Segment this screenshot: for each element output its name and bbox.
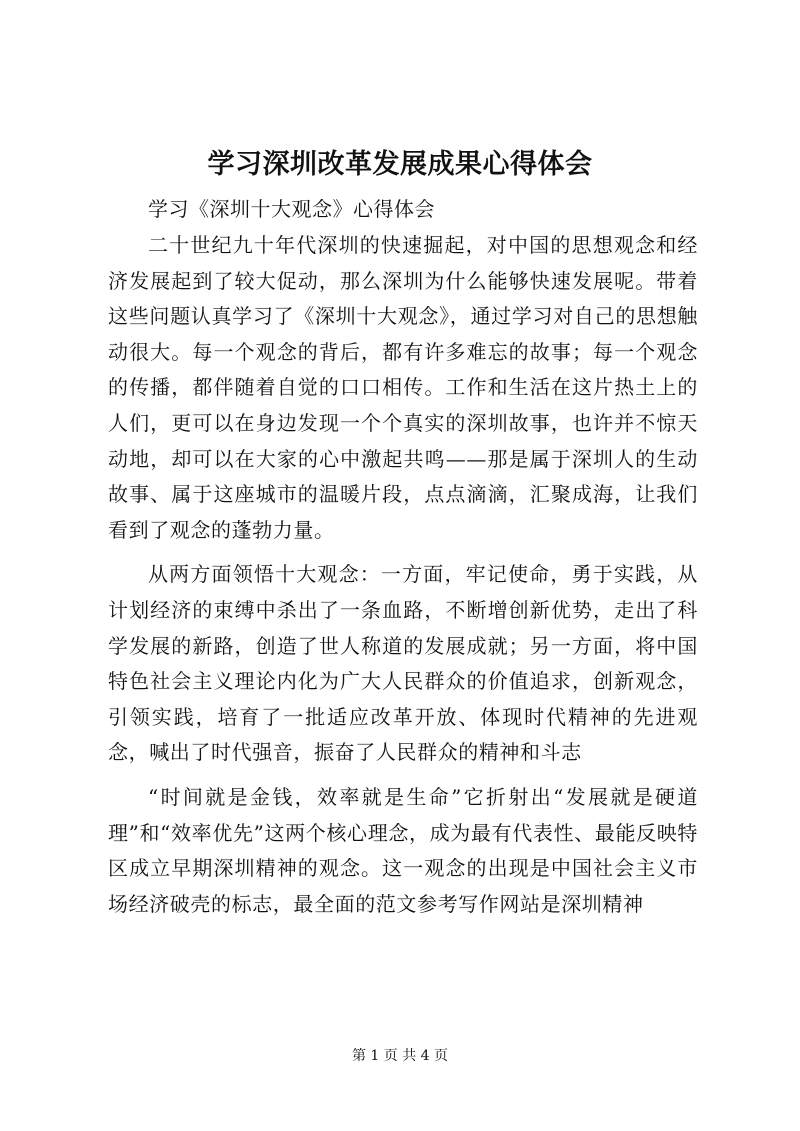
document-subtitle: 学习《深圳十大观念》心得体会 <box>148 197 435 221</box>
paragraph: 从两方面领悟十大观念：一方面，牢记使命，勇于实践，从计划经济的束缚中杀出了一条血路，不断增创新优势，走出了科学发展的新路，创造了世人称道的发展成就；另一方面，将中国特色社会主义理论内化为广大人民群众的价值追求，创新观念，引领实践，培育了一批适应改革开放、体现时代精神的先进观念，喊出了时代强音，振奋了人民群众的精神和斗志 <box>108 562 698 765</box>
document-title: 学习深圳改革发展成果心得体会 <box>207 149 593 180</box>
paragraph: “时间就是金钱，效率就是生命”它折射出“发展就是硬道理”和“效率优先”这两个核心理念，成为最有代表性、最能反映特区成立早期深圳精神的观念。这一观念的出现是中国社会主义市场经济破壳的标志，最全面的范文参考写作网站是深圳精神 <box>108 784 698 916</box>
document-body <box>108 228 698 931</box>
paragraph: 二十世纪九十年代深圳的快速掘起，对中国的思想观念和经济发展起到了较大促动，那么深圳为什么能够快速发展呢。带着这些问题认真学习了《深圳十大观念》，通过学习对自己的思想触动很大。每一个观念的背后，都有许多难忘的故事；每一个观念的传播，都伴随着自觉的口口相传。工作和生活在这片热土上的人们，更可以在身边发现一个个真实的深圳故事，也许并不惊天动地，却可以在大家的心中激起共鸣——那是属于深圳人的生动故事、属于这座城市的温暖片段，点点滴滴，汇聚成海，让我们看到了观念的蓬勃力量。 <box>108 233 698 542</box>
page-footer: 第 1 页 共 4 页 <box>351 1048 449 1064</box>
